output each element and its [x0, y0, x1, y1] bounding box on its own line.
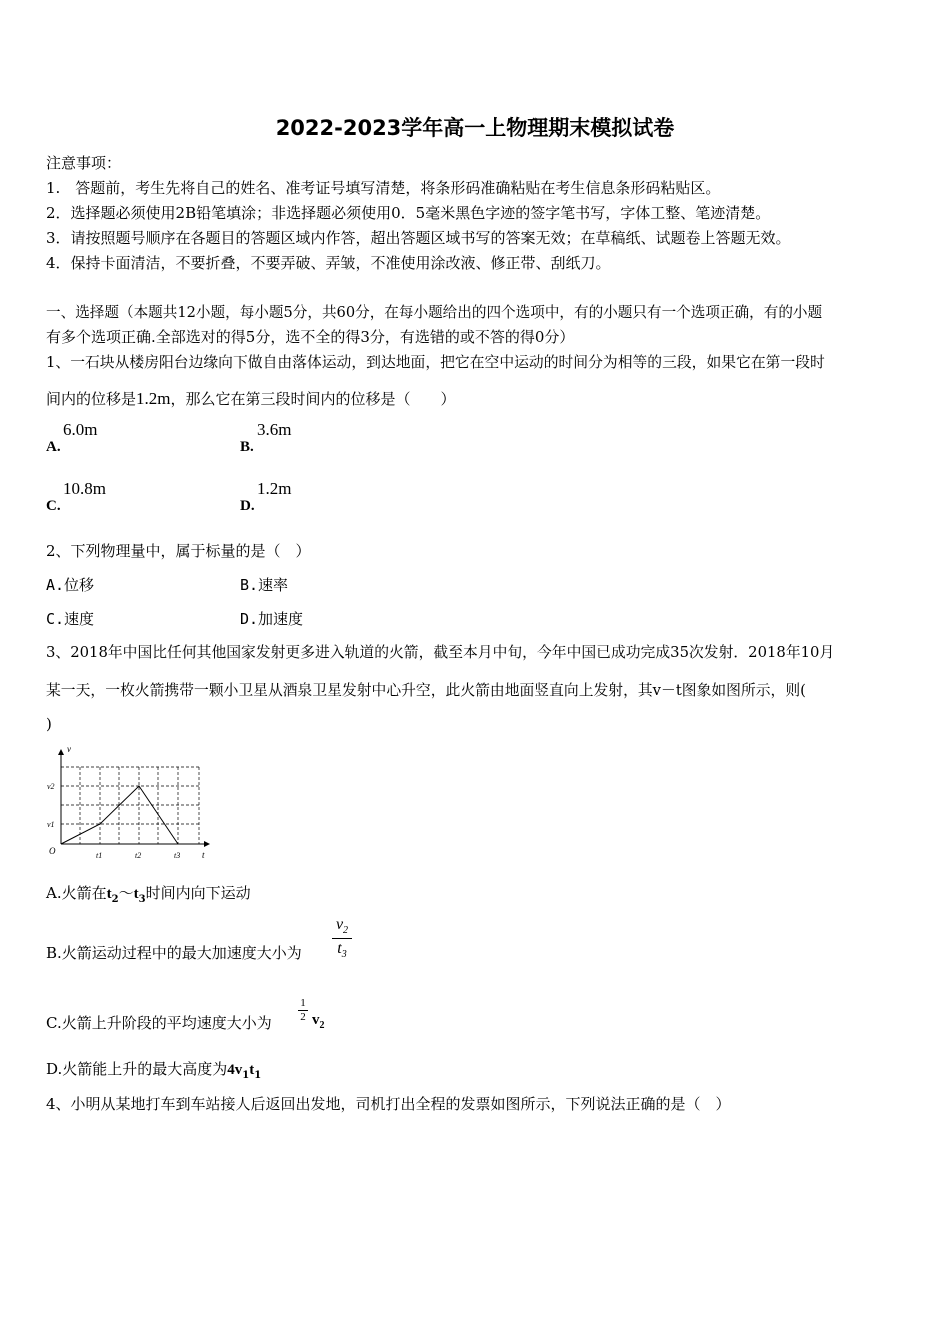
option-c[interactable]: C.速度 [46, 610, 95, 628]
origin-label: O [49, 846, 56, 856]
question-1-stem: 1、一石块从楼房阳台边缘向下做自由落体运动，到达地面，把它在空中运动的时间分为相等的三段，如果它在第一段时 [46, 354, 825, 371]
notice-item: 1. 答题前，考生先将自己的姓名、准考证号填写清楚，将条形码准确粘贴在考生信息条形码粘贴区。 [46, 179, 721, 197]
notice-item: 4．保持卡面清洁，不要折叠，不要弄破、弄皱，不准使用涂改液、修正带、刮纸刀。 [46, 254, 611, 272]
option-b-value: 3.6m [257, 420, 292, 439]
notice-heading: 注意事项： [46, 154, 122, 172]
fraction-v2-over-t3: $v_2$ $t_3$ [332, 917, 352, 960]
option-c-v2: $v_2$ [312, 1012, 325, 1031]
vt-graph [44, 740, 219, 865]
tick-t3: t3 [174, 851, 181, 860]
notice-item: 3．请按照题号顺序在各题目的答题区域内作答，超出答题区域书写的答案无效；在草稿纸、试题卷上答题无效。 [46, 229, 791, 247]
option-c[interactable]: C.火箭上升阶段的平均速度大小为 [46, 1014, 272, 1032]
option-c-value: 10.8m [63, 479, 106, 498]
question-4-stem: 4、小明从某地打车到车站接人后返回出发地，司机打出全程的发票如图所示，下列说法正确的是（ ） [46, 1095, 731, 1113]
option-d[interactable]: D.火箭能上升的最大高度为$4v_1t_1$ [46, 1060, 262, 1081]
question-3-stem-line2: 某一天，一枚火箭携带一颗小卫星从酒泉卫星发射中心升空，此火箭由地面竖直向上发射，其v－t图象如图所示，则( [46, 682, 806, 699]
option-a[interactable]: A.位移 [46, 576, 95, 594]
option-b[interactable]: B.火箭运动过程中的最大加速度大小为 [46, 944, 302, 962]
option-d[interactable]: D.加速度 [240, 610, 304, 628]
velocity-curve [61, 786, 178, 844]
question-3-stem: 3、2018年中国比任何其他国家发射更多进入轨道的火箭，截至本月中旬，今年中国已成功完成35次发射．2018年10月 [46, 644, 835, 661]
x-axis-label: t [202, 850, 205, 860]
option-b[interactable]: B.速率 [240, 576, 289, 594]
tick-v2: v2 [47, 782, 55, 791]
tick-t1: t1 [96, 851, 103, 860]
page-title: 2022-2023学年高一上物理期末模拟试卷 [275, 116, 675, 140]
option-d-value: 1.2m [257, 479, 292, 498]
tick-t2: t2 [135, 851, 142, 860]
option-a[interactable]: A. [46, 439, 61, 455]
option-d[interactable]: D. [240, 498, 255, 514]
fraction-one-half: 1 2 [298, 998, 308, 1023]
option-c[interactable]: C. [46, 498, 61, 514]
question-2-stem: 2、下列物理量中，属于标量的是（ ） [46, 542, 311, 560]
question-1-stem-line2: 间内的位移是1.2m，那么它在第三段时间内的位移是（ ） [46, 389, 456, 408]
graph-grid [61, 767, 199, 844]
section-heading-line: 有多个选项正确.全部选对的得5分，选不全的得3分，有选错的或不答的得0分） [46, 328, 575, 346]
option-a-value: 6.0m [63, 420, 98, 439]
question-3-stem-line3: ) [46, 715, 52, 733]
option-a[interactable]: A.火箭在$t_2\sim t_3$时间内向下运动 [46, 884, 251, 905]
y-axis-label: v [67, 744, 71, 754]
tick-v1: v1 [47, 820, 55, 829]
section-heading-line: 一、选择题（本题共12小题，每小题5分，共60分，在每小题给出的四个选项中，有的小题只有一个选项正确，有的小题 [46, 304, 823, 321]
notice-item: 2．选择题必须使用2B铅笔填涂；非选择题必须使用0．5毫米黑色字迹的签字笔书写，字体工整、笔迹清楚。 [46, 204, 771, 222]
option-b[interactable]: B. [240, 439, 254, 455]
